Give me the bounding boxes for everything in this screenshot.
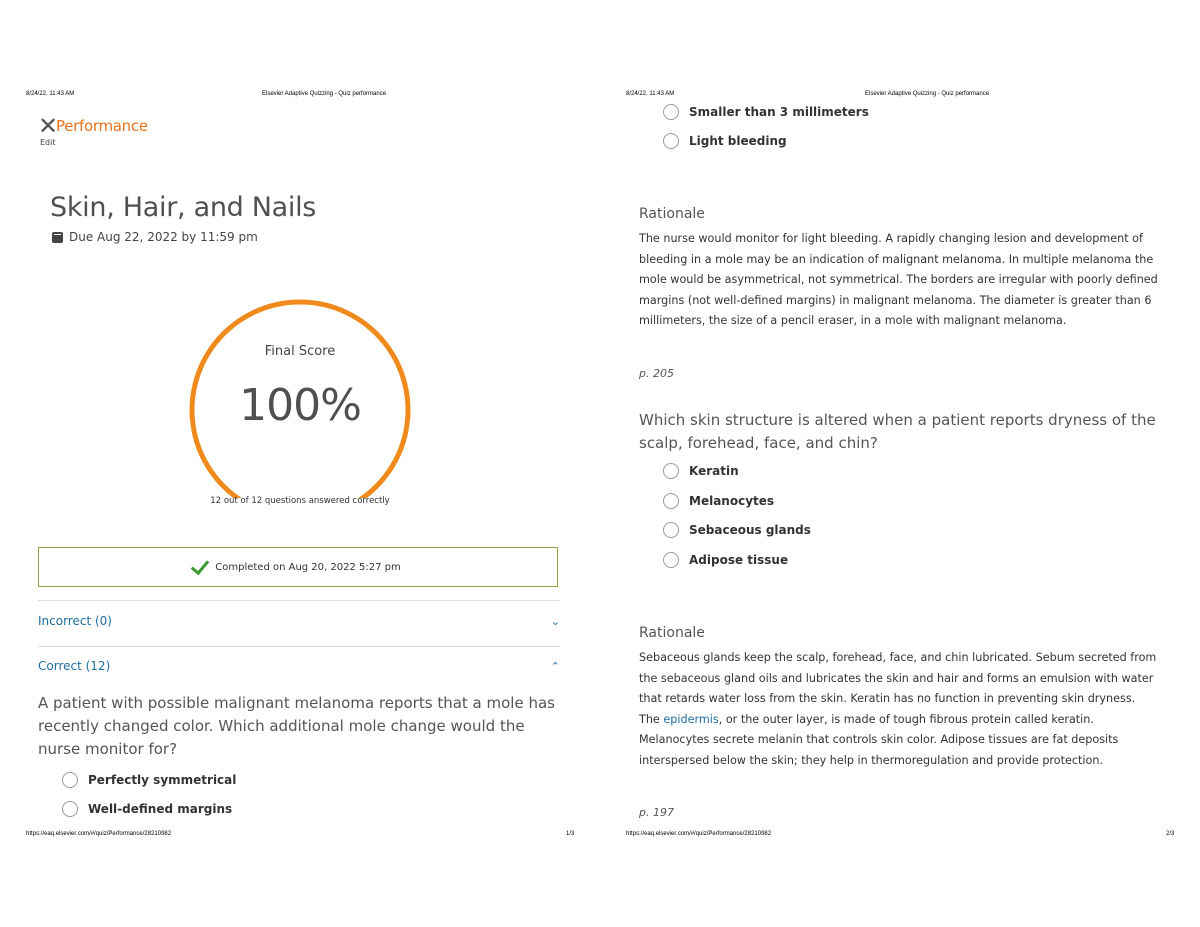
calendar-icon — [52, 232, 63, 243]
rationale-heading: Rationale — [639, 206, 705, 222]
option-label: Well-defined margins — [88, 802, 233, 816]
answer-option[interactable] — [663, 522, 811, 538]
radio-button[interactable] — [663, 522, 679, 538]
pdf-page-2 — [600, 0, 1200, 927]
print-page-number: 2/3 — [1166, 831, 1175, 837]
page-reference: p. 197 — [639, 806, 674, 819]
incorrect-accordion[interactable] — [38, 614, 560, 628]
epidermis-link[interactable]: epidermis — [663, 712, 719, 726]
radio-button[interactable] — [663, 552, 679, 568]
radio-button[interactable] — [663, 133, 679, 149]
option-label: Keratin — [689, 464, 739, 478]
performance-title: Performance — [56, 117, 148, 135]
radio-button[interactable] — [663, 493, 679, 509]
incorrect-label: Incorrect (0) — [38, 614, 112, 628]
radio-button[interactable] — [663, 104, 679, 120]
print-header-title: Elsevier Adaptive Quizzing - Quiz performance — [262, 91, 387, 97]
print-timestamp: 8/24/22, 11:43 AM — [26, 91, 75, 97]
answer-option[interactable] — [663, 463, 739, 479]
print-footer-url: https://eaq.elsevier.com/#/quiz/Performance/28210982 — [626, 831, 772, 837]
option-label: Perfectly symmetrical — [88, 773, 237, 787]
rationale-text — [639, 648, 1159, 771]
answer-option[interactable] — [62, 772, 236, 788]
answer-option[interactable] — [663, 104, 869, 120]
option-label: Sebaceous glands — [689, 523, 811, 537]
close-icon[interactable]: ✕ — [38, 112, 59, 140]
completed-banner — [38, 547, 558, 587]
correct-accordion[interactable] — [38, 659, 560, 673]
divider — [38, 646, 560, 647]
radio-button[interactable] — [663, 463, 679, 479]
option-label: Melanocytes — [689, 494, 775, 508]
page-reference: p. 205 — [639, 367, 674, 380]
answered-summary: 12 out of 12 questions answered correctly — [210, 496, 390, 506]
answer-option[interactable] — [663, 133, 787, 149]
rationale-text: The nurse would monitor for light bleeding. A rapidly changing lesion and development of bleeding in a mole may be an indication of malignant melanoma. In multiple melanoma the mole would be asymmetrical, not symmetrical. The borders are irregular with poorly defined margins (not well-defined margins) in malignant melanoma. The diameter is greater than 6 millimeters, the size of a pencil eraser, in a mole with malignant melanoma. — [639, 232, 1158, 327]
print-timestamp: 8/24/22, 11:43 AM — [626, 91, 675, 97]
final-score-label: Final Score — [264, 344, 336, 359]
divider — [38, 600, 560, 601]
option-label: Light bleeding — [689, 134, 787, 148]
quiz-title: Skin, Hair, and Nails — [50, 192, 317, 223]
rationale-text-part: Sebaceous glands keep the scalp, forehead, face, and chin lubricated. Sebum secreted from the sebaceous gland oils and lubricates the skin and hair and forms an emulsion with water that retards water loss from the skin. Keratin has no function in preventing skin dryness. The — [639, 651, 1157, 726]
option-label: Adipose tissue — [689, 553, 789, 567]
final-score-value: 100% — [239, 380, 361, 431]
print-page-number: 1/3 — [566, 831, 575, 837]
question-text: Which skin structure is altered when a patient reports dryness of the scalp, forehead, face, and chin? — [639, 411, 1156, 452]
radio-button[interactable] — [62, 772, 78, 788]
chevron-down-icon: ⌄ — [550, 614, 560, 628]
answer-option[interactable] — [62, 801, 232, 817]
radio-button[interactable] — [62, 801, 78, 817]
checkmark-icon — [191, 555, 210, 574]
question-text: A patient with possible malignant melanoma reports that a mole has recently changed color. Which additional mole change would the nurse monitor for? — [38, 694, 555, 758]
due-date-text: Due Aug 22, 2022 by 11:59 pm — [69, 230, 258, 244]
completed-text: Completed on Aug 20, 2022 5:27 pm — [215, 561, 401, 573]
print-header-title: Elsevier Adaptive Quizzing - Quiz performance — [865, 91, 990, 97]
correct-label: Correct (12) — [38, 659, 111, 673]
answer-option[interactable] — [663, 552, 788, 568]
answer-option[interactable] — [663, 493, 774, 509]
option-label: Smaller than 3 millimeters — [689, 105, 869, 119]
due-date — [52, 230, 258, 244]
edit-link[interactable]: Edit — [40, 138, 56, 147]
rationale-heading: Rationale — [639, 625, 705, 641]
rationale-text-part: , or the outer layer, is made of tough fibrous protein called keratin. Melanocytes secrete melanin that controls skin color. Adipose tissues are fat deposits interspersed below the skin; they help in thermoregulation and provide protection. — [639, 712, 1119, 767]
print-footer-url: https://eaq.elsevier.com/#/quiz/Performance/28210982 — [26, 831, 172, 837]
chevron-up-icon: ⌃ — [550, 659, 560, 673]
